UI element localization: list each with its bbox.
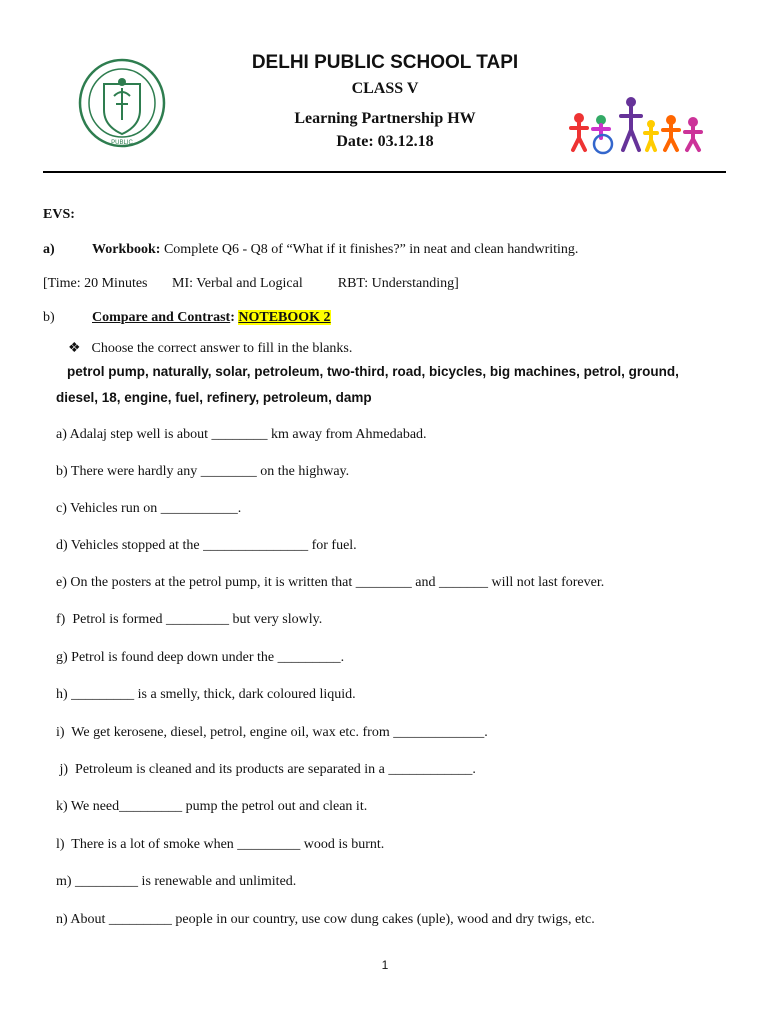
question-b: b) There were hardly any ________ on the highway.: [56, 464, 350, 479]
hw-title: Learning Partnership HW: [294, 110, 476, 127]
question-d: d) Vehicles stopped at the _______________ for fuel.: [56, 538, 357, 553]
question-k: k) We need_________ pump the petrol out and clean it.: [56, 799, 368, 814]
diamond-bullet-icon: ❖: [68, 341, 81, 356]
class-label: CLASS V: [351, 80, 419, 97]
hw-date: Date: 03.12.18: [336, 133, 434, 150]
question-l: l) There is a lot of smoke when _________ wood is burnt.: [56, 837, 385, 852]
question-i: i) We get kerosene, diesel, petrol, engine oil, wax etc. from _____________.: [56, 725, 488, 740]
question-j: j) Petroleum is cleaned and its products are separated in a ____________.: [56, 762, 476, 777]
question-c: c) Vehicles run on ___________.: [56, 501, 242, 516]
word-bank-line-2: diesel, 18, engine, fuel, refinery, petroleum, damp: [56, 390, 372, 405]
question-m: m) _________ is renewable and unlimited.: [56, 874, 297, 889]
page-number: 1: [381, 958, 389, 972]
svg-text:PUBLIC: PUBLIC: [111, 140, 133, 146]
school-name: DELHI PUBLIC SCHOOL TAPI: [251, 52, 519, 73]
question-g: g) Petrol is found deep down under the _________.: [56, 650, 345, 665]
header-divider: [43, 171, 726, 173]
subject-label: EVS:: [43, 207, 75, 222]
workbook-label: Workbook:: [92, 242, 161, 257]
notebook-badge: NOTEBOOK 2: [238, 310, 331, 325]
workbook-instruction: Complete Q6 - Q8 of “What if it finishes?” in neat and clean handwriting.: [163, 242, 579, 257]
instruction-row: [68, 340, 352, 357]
part-b-heading: [92, 310, 331, 326]
question-f: f) Petrol is formed _________ but very slowly.: [56, 612, 323, 627]
compare-contrast-heading: Compare and Contrast: [92, 310, 231, 325]
heading-colon: :: [230, 310, 235, 325]
question-n: n) About _________ people in our country, use cow dung cakes (uple), wood and dry twigs, etc.: [56, 912, 595, 927]
instruction-text: Choose the correct answer to fill in the blanks.: [91, 341, 353, 356]
question-e: e) On the posters at the petrol pump, it is written that ________ and _______ will not last forever.: [56, 575, 605, 590]
word-bank-line-1: petrol pump, naturally, solar, petroleum, two-third, road, bicycles, big machines, petrol, ground,: [67, 364, 679, 379]
question-h: h) _________ is a smelly, thick, dark coloured liquid.: [56, 687, 356, 702]
part-b-label: b): [43, 310, 55, 325]
part-a-text: [92, 242, 578, 258]
part-a-meta: [Time: 20 Minutes MI: Verbal and Logical RBT: Understanding]: [43, 276, 459, 291]
part-a-label: a): [43, 242, 55, 257]
question-a: a) Adalaj step well is about ________ km away from Ahmedabad.: [56, 427, 427, 442]
